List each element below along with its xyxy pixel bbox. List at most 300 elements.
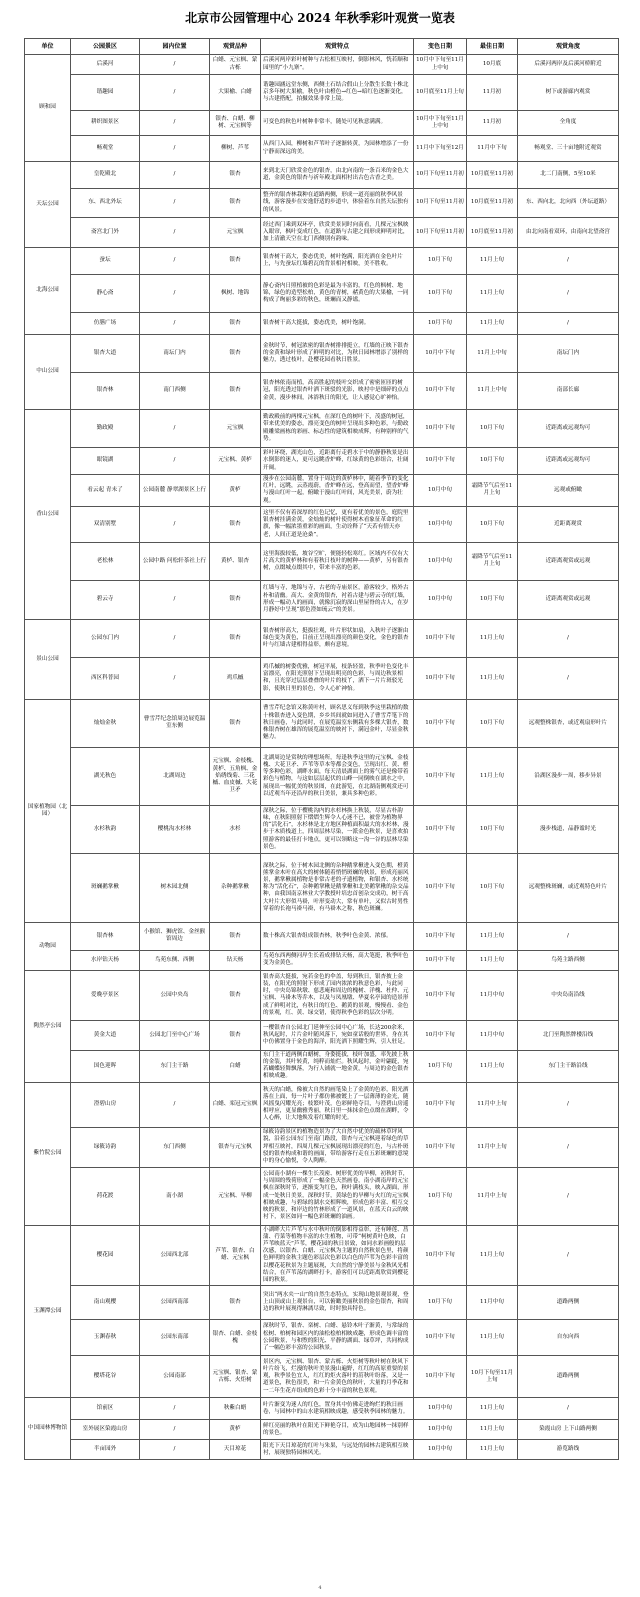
viewing-angle-cell: / <box>518 922 619 950</box>
viewing-angle-cell: 北门至陶然牌楼沿线 <box>518 1020 619 1050</box>
features-cell: 阳光下天目琼花的红叶与朱果，与远处的园林古建筑相互映衬，展现独特园林风光。 <box>261 1440 414 1460</box>
header-unit: 单位 <box>25 39 71 55</box>
area-cell: 畅观堂 <box>71 136 140 162</box>
unit-cell: 动物园 <box>25 922 71 970</box>
change-date-cell: 10月下旬 <box>414 1167 467 1225</box>
species-cell: 鸡爪槭 <box>210 657 261 699</box>
change-date-cell: 10月中旬 <box>414 475 467 507</box>
table-row <box>25 1050 619 1082</box>
species-cell: 银杏、白蜡、金枝槐 <box>210 1320 261 1356</box>
change-date-cell: 10月中下旬 <box>414 805 467 853</box>
features-cell: 这里不仅有着深厚的红色记忆，更有着优美的景色，庭院里银杏树挂满金黄，金灿灿的树叶使得树木看象征革命的红旗，像一幅浓墨重彩的画面，生动诠释了“天若有情天亦老，人间正道是沧桑”。 <box>261 506 414 542</box>
viewing-angle-cell: / <box>518 275 619 313</box>
table-row <box>25 1082 619 1127</box>
features-cell: 静心斋内日照植被的色彩是最为丰富的，红色的枫树、地锦，绿色的造型松柏，黄色的青树，赭黄色的大果榆，一同构成了绚丽多彩的秋色，斑斓而又静谧。 <box>261 275 414 313</box>
area-cell: 碧云寺 <box>71 580 140 619</box>
change-date-cell: 10月下旬至11月初 <box>414 162 467 189</box>
unit-cell: 北海公园 <box>25 248 71 335</box>
species-cell: 柳树、芦苇 <box>210 136 261 162</box>
table-row <box>25 1420 619 1440</box>
species-cell: 元宝枫、银杏、蒙古栎、火炬树 <box>210 1356 261 1398</box>
area-cell: 黄金大道 <box>71 1020 140 1050</box>
position-cell: 公园西北部 <box>140 1225 210 1286</box>
species-cell: 白蜡、元宝枫、蒙古栎 <box>210 55 261 75</box>
foliage-table <box>24 38 619 1460</box>
table-row <box>25 136 619 162</box>
features-cell: 绿筱诗韵景区的植物造景为了大自然中优美的疏林草坪风貌，沿着公园东门至南门路段，银杏与元宝枫迎着绿色的草坪相互映衬，四周几棵元宝枫展现出漂亮的红色，与古朴斑驳的银杏构成和谐的画面，带给游客行走在五彩斑斓的意境中的身心愉悦，令人陶醉。 <box>261 1127 414 1167</box>
features-cell: 银杏树干高大，姿态优美，树叶饱满，阳光洒在金色叶片上，与先蚕坛红墙碧瓦的背景相衬相映，美不胜收。 <box>261 248 414 275</box>
features-cell: 银杏林依南而植，高高胜起的枝叶交织成了密密匝匝的树冠，阳光透过银杏叶洒下斑驳的光影，映衬中是细碎的点点金黄，漫步林间，沐浴秋日的阳光，让人感觉心旷神怡。 <box>261 373 414 410</box>
header-position: 园内位置 <box>140 39 210 55</box>
species-cell: 银杏 <box>210 922 261 950</box>
best-date-cell: 10月底 <box>467 55 518 75</box>
position-cell: 南小湖 <box>140 1167 210 1225</box>
species-cell: 白蜡 <box>210 1050 261 1082</box>
best-date-cell: 10月底至11月初 <box>467 162 518 189</box>
best-date-cell: 10月下旬 <box>467 580 518 619</box>
area-cell: 玉渊春秋 <box>71 1320 140 1356</box>
best-date-cell: 11月上旬 <box>467 1398 518 1420</box>
viewing-angle-cell: 近距离或远观均可 <box>518 410 619 448</box>
position-cell: 树木园北侧 <box>140 853 210 922</box>
best-date-cell: 11月初 <box>467 111 518 136</box>
viewing-angle-cell: / <box>518 1127 619 1167</box>
viewing-angle-cell: / <box>518 313 619 335</box>
table-row <box>25 1286 619 1320</box>
features-cell: 勤政殿前的两棵元宝枫，在深红色的树叶下，茂盛的树冠，带来优美的姿态，漂亮变色的树叶呈现出多种色彩，与勤政殿雕梁画栋的彩画、标志性的建筑相映成辉，有种别样的气势。 <box>261 410 414 448</box>
species-cell: 水杉 <box>210 805 261 853</box>
species-cell: 银杏 <box>210 699 261 747</box>
features-cell: 曹雪芹纪念馆又称黄叶村，顾名思义每到秋季这里栽植的数十株银杏进入变色期，乡乡其间就如同进入了曹雪芹笔下的秋日画卷，与此同时，在展览温室东侧栽有多棵大银杏，数株银杏树在雄浑的展览温室的映衬下，满冠金叶，尽显金秋魅力。 <box>261 699 414 747</box>
change-date-cell: 10月中下旬 <box>414 1356 467 1398</box>
position-cell: / <box>140 248 210 275</box>
best-date-cell: 11月上旬 <box>467 275 518 313</box>
features-cell: 整齐的银杏林栽种在道路两侧，形成一道亮丽的秋季风景线，游客漫步在安逸舒适的步道中，体验着东自然天坛独有的风景。 <box>261 189 414 218</box>
species-cell: 银杏 <box>210 619 261 657</box>
species-cell: 黄栌、银杏 <box>210 542 261 580</box>
table-row <box>25 218 619 248</box>
position-cell: 曹雪芹纪念馆周边展览温室东侧 <box>140 699 210 747</box>
position-cell: / <box>140 1420 210 1440</box>
area-cell: 仿膳广场 <box>71 313 140 335</box>
viewing-angle-cell: 东门主干路沿线 <box>518 1050 619 1082</box>
change-date-cell: 10月中下旬 <box>414 699 467 747</box>
best-date-cell: 11月中上旬 <box>467 1167 518 1225</box>
change-date-cell: 10月下旬 <box>414 313 467 335</box>
features-cell: 金秋时节，树冠浓密的银杏树排排挺立，红墙的正映下银杏的金黄和绿叶形成了鲜明的对比，为秋日园林增添了别样的魅力，透过枝叶，赴樱花园看秋日胜景。 <box>261 335 414 373</box>
species-cell: 天目琼花 <box>210 1440 261 1460</box>
change-date-cell: 10月中下旬 <box>414 747 467 805</box>
table-row <box>25 75 619 111</box>
position-cell: / <box>140 580 210 619</box>
viewing-angle-cell: 近距离观赏 <box>518 506 619 542</box>
species-cell: 元宝枫、金枝槐、黄栌、五角枫、金焰绣线菊、三花槭、血皮槭、大花卫矛 <box>210 747 261 805</box>
change-date-cell: 10月底至11月上旬 <box>414 75 467 111</box>
change-date-cell: 10月下旬 <box>414 275 467 313</box>
area-cell: 皇乾殿北 <box>71 162 140 189</box>
viewing-angle-cell: 道路两侧 <box>518 1286 619 1320</box>
position-cell: 公园北门至中心广场 <box>140 1020 210 1050</box>
viewing-angle-cell: 近距离或远观均可 <box>518 448 619 475</box>
features-cell: 谐趣园涵远堂东侧，西侧土石结合假山上分散生长数十株北京多年树大果榆，秋色叶由橙色→红色→暗红色逐渐变化，与古建搭配，拍摄效果非常上镜。 <box>261 75 414 111</box>
position-cell: / <box>140 55 210 75</box>
area-cell: 看云起 青未了 <box>71 475 140 507</box>
change-date-cell: 10月中下旬 <box>414 1020 467 1050</box>
species-cell: 银杏 <box>210 162 261 189</box>
viewing-angle-cell: / <box>518 619 619 657</box>
features-cell: 深秋时节，银杏、栾树、白蜡、悬铃木叶子渐黄，与常绿的松树、柏树和园区内的油松桧柏相映成趣，形成色调丰富的公园秋景，与和煦的阳光、平静的湖面、绿草坪，共同构成了一幅色彩丰富的公园秋景。 <box>261 1320 414 1356</box>
species-cell: 枫树、地锦 <box>210 275 261 313</box>
change-date-cell: 10月中下旬 <box>414 853 467 922</box>
viewing-angle-cell: 近距离观赏或远观 <box>518 542 619 580</box>
unit-cell: 紫竹院公园 <box>25 1082 71 1225</box>
position-cell: 南门西侧 <box>140 373 210 410</box>
change-date-cell: 10月下旬 <box>414 1050 467 1082</box>
features-cell: 鲜红亮丽的秋叶在阳光下鲜艳夺目，成为山地园林一抹别样的景色。 <box>261 1420 414 1440</box>
document-title: 北京市公园管理中心 2024 年秋季彩叶观赏一览表 <box>185 11 455 25</box>
features-cell: 一樱银杏自公园北门延伸至公园中心广场，长达200余米，秋风起时，片片金叶随风落下，宛如童话般的世界，身在其中仿佛置身于金色的海洋，阳光洒下照耀生辉，引人驻足。 <box>261 1020 414 1050</box>
position-cell: 公园南部 <box>140 1356 210 1398</box>
header-best-date: 最佳日期 <box>467 39 518 55</box>
viewing-angle-cell: 沿湖区漫步一周，移步异景 <box>518 747 619 805</box>
table-row <box>25 448 619 475</box>
features-cell: 银杏树干高大挺拔，姿态优美，树叶饱满。 <box>261 313 414 335</box>
area-cell: 樱花园 <box>71 1225 140 1286</box>
area-cell: 眼镜湖 <box>71 448 140 475</box>
best-date-cell: 霜降节气后至11月上旬 <box>467 475 518 507</box>
change-date-cell: 10月中下旬 <box>414 950 467 970</box>
area-cell: 谐趣园 <box>71 75 140 111</box>
features-cell: 小湖畔大片芦苇与水中秋叶的倒影相得益彰，还有睡莲、菖蒲、荇菜等植物丰富的水生植物，可带“柯树黄叶色映，白芦苇映蓝天”芦苇，樱花园的秋日景致，如同水彩画般的层次感，以银杏、白蜡、元宝枫为主题的自然秋景色里，将颜色鲜明的金秋主题色彩层次色彩以白色的芦苇为色彩丰富的以樱花花秋景为主题展现，大自然的宁静美景与金秋风光相结合，在芦苇荡的湖畔打卡，游客们可以近距离欣赏到樱花园的秋景。 <box>261 1225 414 1286</box>
best-date-cell: 11月上旬 <box>467 619 518 657</box>
header-change-date: 变色日期 <box>414 39 467 55</box>
header-area: 公园景区 <box>71 39 140 55</box>
page-number: 4 <box>318 1585 322 1591</box>
area-cell: 老松林 <box>71 542 140 580</box>
species-cell: 大果榆、白蜡 <box>210 75 261 111</box>
position-cell: 公园东南部 <box>140 1320 210 1356</box>
area-cell: 爱晚亭景区 <box>71 970 140 1020</box>
area-cell: 樱塔花谷 <box>71 1356 140 1398</box>
table-row <box>25 313 619 335</box>
change-date-cell: 10月中旬 <box>414 1420 467 1440</box>
area-cell: 西区科普园 <box>71 657 140 699</box>
change-date-cell: 10月中下旬 <box>414 922 467 950</box>
best-date-cell: 11月中上旬 <box>467 1082 518 1127</box>
area-cell: 室外展区染霞山房 <box>71 1420 140 1440</box>
features-cell: 银杏树形高大，挺拔壮观，叶片形状如扇，入秋叶子逐渐由绿色变为黄色，目前正呈现出漂亮的颜色变化，金色的银杏叶与红墙古建相得益彰，颇有意境。 <box>261 619 414 657</box>
viewing-angle-cell: / <box>518 1082 619 1127</box>
features-cell: 叶片渐变为迷人的红色，置身其中仿佛走进绚烂的秋日画卷，与园林中的山水建筑相映成趣，感受秋季园林的魅力。 <box>261 1398 414 1420</box>
area-cell: 双清别墅 <box>71 506 140 542</box>
position-cell: / <box>140 448 210 475</box>
best-date-cell: 11月上中旬 <box>467 373 518 410</box>
area-cell: 公园东门内 <box>71 619 140 657</box>
table-row <box>25 335 619 373</box>
change-date-cell: 10月中下旬 <box>414 335 467 373</box>
area-cell: 绿筱诗韵 <box>71 1127 140 1167</box>
change-date-cell: 10月中下旬 <box>414 1127 467 1167</box>
best-date-cell: 10月下旬 <box>467 853 518 922</box>
best-date-cell: 11月中旬 <box>467 1020 518 1050</box>
position-cell: / <box>140 313 210 335</box>
table-body <box>25 55 619 1460</box>
species-cell: 银杏 <box>210 313 261 335</box>
best-date-cell: 11月上旬 <box>467 248 518 275</box>
unit-cell: 天坛公园 <box>25 162 71 248</box>
table-row <box>25 506 619 542</box>
area-cell: 银杏大道 <box>71 335 140 373</box>
species-cell: 芦苇、银杏、白蜡、元宝枫 <box>210 1225 261 1286</box>
best-date-cell: 11月初 <box>467 75 518 111</box>
species-cell: 银杏 <box>210 1020 261 1050</box>
table-row <box>25 657 619 699</box>
viewing-angle-cell: 南坛门内 <box>518 335 619 373</box>
table-row <box>25 162 619 189</box>
species-cell: 银杏 <box>210 335 261 373</box>
change-date-cell: 10月中下旬 <box>414 657 467 699</box>
features-cell: 深秋之际，位于树木园北侧的杂种鹅掌楸进入变色期，橙黄熊掌金木叶在高大的树体随着悄悄斑斓的秋景，形成亮丽风景，鹅掌楸属植物是非常古老的孑遗植物，和银杏、水杉统称为“活化石”，杂种鹅掌楸是鹅掌楸和北美鹅掌楸的杂交品种，由我国南京林业大学教授叶培忠首创杂交成功，树干高大叶片大形似马褂，叶形变动大，常有单叶，又似古时男性穿着的长袍马褂马褂，有马褂木之称，秋色斑斓。 <box>261 853 414 922</box>
best-date-cell: 11月上旬 <box>467 922 518 950</box>
best-date-cell: 11月上旬 <box>467 1225 518 1286</box>
species-cell: 银杏 <box>210 248 261 275</box>
best-date-cell: 11月上旬 <box>467 747 518 805</box>
viewing-angle-cell: 远观整株银杏，或近观扇形叶片 <box>518 699 619 747</box>
change-date-cell: 10月下旬至11月初 <box>414 218 467 248</box>
best-date-cell: 10月下旬 <box>467 448 518 475</box>
area-cell: 东、西北外坛 <box>71 189 140 218</box>
position-cell: / <box>140 410 210 448</box>
change-date-cell: 10月中下旬至11月上中旬 <box>414 111 467 136</box>
unit-cell: 国家植物园（北园） <box>25 699 71 922</box>
features-cell: 彩叶环绕，湖光山色，近距离行走碧水于中的静静秋景是出水倒影的迷人，更可远眺香炉峰，红绿黄的色彩组合，壮阔开阔。 <box>261 448 414 475</box>
best-date-cell: 霜降节气后至11月上旬 <box>467 542 518 580</box>
table-row <box>25 619 619 657</box>
viewing-angle-cell: 道路两侧 <box>518 1356 619 1398</box>
position-cell: / <box>140 506 210 542</box>
change-date-cell: 10月下旬 <box>414 248 467 275</box>
unit-cell: 香山公园 <box>25 410 71 620</box>
table-row <box>25 1320 619 1356</box>
features-cell: 公园南小湖有一棵生长茂密、树形优美的旱柳，初秋时节，与周围的残荷形成了一幅金色天然画卷，南小湖南岸的元宝枫在深秋时节，逐渐变为红色，秋叶满枝头，映入湖面，形成一处秋日美景，深秋时节，黄绿色的旱柳与火红的元宝枫相映成趣，与碧绿的湖水交相辉映，形成色彩丰富、相互交映的秋景，和岸边的竹林形成了一道风景，在蓝天白云的映衬下，景区如同一幅色彩斑斓的油画。 <box>261 1167 414 1225</box>
area-cell: 后溪河 <box>71 55 140 75</box>
viewing-angle-cell: 全角度 <box>518 111 619 136</box>
viewing-angle-cell: 树下或游廊内观赏 <box>518 75 619 111</box>
table-row <box>25 747 619 805</box>
table-header-row <box>25 39 619 55</box>
unit-cell: 中国园林博物馆 <box>25 1398 71 1460</box>
best-date-cell: 11月中旬 <box>467 1286 518 1320</box>
species-cell: 银杏 <box>210 373 261 410</box>
features-cell: 银杏高大挺拔，宛若金色的伞盖，每到秋日，银杏披上金装，在阳光的照射下形成了园内浓浓的秋意色彩，与此同时，中央岛锦秋墩、慈悲庵和周边的槐树、洋槐、杜仲、元宝枫、马褂木等乔木，以及与凤凰墩、华夏名亭园的造景形成了鲜明对比，有秋日的红色、鹅黄的景观，慢慢看、金色的景观，红、黄、绿交错，使得秋季色彩的层次分明。 <box>261 970 414 1020</box>
viewing-angle-cell: 由北向南看双环，由南向北望斋宫 <box>518 218 619 248</box>
features-cell: 东门主干道两侧白蜡树，身姿挺拔，枝叶加盛，率先披上秋的金装，其叶转黄，纯粹而灿烂。秋风起时，金叶翩跹，宛若蝴蝶轻舞飘落，为行人铺就一地金黄，与周边的金色银杏相映成趣。 <box>261 1050 414 1082</box>
viewing-angle-cell: 染霞山房 上下山路两侧 <box>518 1420 619 1440</box>
position-cell: 公园中路 问松轩茶社上行 <box>140 542 210 580</box>
position-cell: / <box>140 111 210 136</box>
change-date-cell: 10月中下旬 <box>414 410 467 448</box>
position-cell: / <box>140 189 210 218</box>
viewing-angle-cell: 鸟苑主路西侧 <box>518 950 619 970</box>
table-row <box>25 275 619 313</box>
area-cell: 勤政殿 <box>71 410 140 448</box>
table-row <box>25 189 619 218</box>
position-cell: / <box>140 657 210 699</box>
features-cell: 这里海拔较低，坡谷空旷，便能轻松寒红。区域内不仅有大片高大的黄栌林和有着秋日枝叶的树种——黄栌，另有银杏树，点缀城点缀其中，带来丰富的色彩。 <box>261 542 414 580</box>
species-cell: 银杏与元宝枫 <box>210 1127 261 1167</box>
position-cell: 公园西南部 <box>140 1286 210 1320</box>
area-cell: 斋宫北门外 <box>71 218 140 248</box>
features-cell: 突出“两水夹一山”的自然生态特点，实现山地景观景观，登上山顶或山上观景台，可以俯瞰美丽秋景的金色银杏，和周边的秋叶展现得淋漓尽致，时时独具特色。 <box>261 1286 414 1320</box>
position-cell: / <box>140 1082 210 1127</box>
table-row <box>25 922 619 950</box>
table-row <box>25 1398 619 1420</box>
species-cell: 银杏、白蜡、柳树、元宝枫等 <box>210 111 261 136</box>
species-cell: 黄栌 <box>210 1420 261 1440</box>
change-date-cell: 10月中旬 <box>414 542 467 580</box>
area-cell: 湖光秋色 <box>71 747 140 805</box>
best-date-cell: 11月中旬 <box>467 970 518 1020</box>
table-row <box>25 1356 619 1398</box>
viewing-angle-cell: / <box>518 248 619 275</box>
change-date-cell: 10月中下旬 <box>414 448 467 475</box>
best-date-cell: 11月上旬 <box>467 950 518 970</box>
best-date-cell: 10月底至11月初 <box>467 218 518 248</box>
area-cell: 银杏林 <box>71 373 140 410</box>
area-cell: 半亩园外 <box>71 1440 140 1460</box>
change-date-cell: 10月中下旬 <box>414 1225 467 1286</box>
features-cell: 来到北天门欣赏金色的银杏，由北向南的一条百米的金色大道，金黄色的银杏与祈年殿北面相衬出古色古香之美。 <box>261 162 414 189</box>
area-cell: 银杏林 <box>71 922 140 950</box>
best-date-cell: 10月下旬 <box>467 410 518 448</box>
position-cell: / <box>140 162 210 189</box>
area-cell: 静心斋 <box>71 275 140 313</box>
unit-cell: 玉渊潭公园 <box>25 1225 71 1398</box>
features-cell: 从西门入园，柳树和芦苇叶子逐渐转黄，为园林增添了一份宁静而深远的美。 <box>261 136 414 162</box>
species-cell: 黄栌 <box>210 475 261 507</box>
change-date-cell: 10月中下旬 <box>414 373 467 410</box>
best-date-cell: 10月下旬 <box>467 805 518 853</box>
table-row <box>25 111 619 136</box>
position-cell: 南坛门内 <box>140 335 210 373</box>
viewing-angle-cell: 后溪河两岸及后溪河桥附近 <box>518 55 619 75</box>
viewing-angle-cell: / <box>518 1398 619 1420</box>
species-cell: 元宝枫、黄栌 <box>210 448 261 475</box>
area-cell: 荷花渡 <box>71 1167 140 1225</box>
table-row <box>25 1167 619 1225</box>
features-cell: 北湖周边是赏秋的理想场所，每逢秋季这里的元宝枫、金枝槐、大花卫矛、芦苇等草本等都会变色，呈现出红、黄、橙等多种色彩，湖畔水面，每天清晨湖面上的雾气还是像带着彩色与植物，与这如层层起伏的山峰一同倒映在湖水之中，展现出一幅优美的秋景图，在此游览，在北湖南侧观赏还可以近观当年还沿岸的秋日美景，兼具多种色彩。 <box>261 747 414 805</box>
viewing-angle-cell: 近距离观赏或远观 <box>518 580 619 619</box>
table-row <box>25 699 619 747</box>
position-cell: / <box>140 275 210 313</box>
table-row <box>25 248 619 275</box>
features-cell: 秋天的白蜡，像被大自然的画笔染上了金黄的色彩，阳光洒落在上面，每一片叶子都仿佛被镀上了一层薄薄的金光，随风摇曳闪耀光亮；枝繁叶茂，色彩鲜艳夺目，与澄碧山房遥相呼应，更显幽雅秀丽，秋日里一抹抹金色点缀在湖畔，令人心醉，让大地焕发着红耀的时光。 <box>261 1082 414 1127</box>
features-cell: 后溪河两岸彩叶树种与古松相互映衬，倒影林风，恍若顺和园里的“小九寨”。 <box>261 55 414 75</box>
header-species: 观赏品种 <box>210 39 261 55</box>
best-date-cell: 11月中上旬 <box>467 1127 518 1167</box>
best-date-cell: 11月中下旬 <box>467 136 518 162</box>
change-date-cell: 10月下旬 <box>414 1286 467 1320</box>
table-row <box>25 1127 619 1167</box>
table-row <box>25 1225 619 1286</box>
viewing-angle-cell: 畅观堂、三十亩地附近观赏 <box>518 136 619 162</box>
species-cell: 银杏 <box>210 1286 261 1320</box>
table-row <box>25 580 619 619</box>
position-cell: 东门西侧 <box>140 1127 210 1167</box>
change-date-cell: 10月中旬 <box>414 1398 467 1420</box>
species-cell: 秋紫白蜡 <box>210 1398 261 1420</box>
viewing-angle-cell: / <box>518 657 619 699</box>
table-row <box>25 410 619 448</box>
area-cell: 澄碧山房 <box>71 1082 140 1127</box>
best-date-cell: 11月上旬 <box>467 313 518 335</box>
area-cell: 水岸钻天杨 <box>71 950 140 970</box>
unit-cell: 顾和园 <box>25 55 71 162</box>
change-date-cell: 10月中旬 <box>414 1440 467 1460</box>
viewing-angle-cell: 远观或俯瞰 <box>518 475 619 507</box>
viewing-angle-cell: 南部长廊 <box>518 373 619 410</box>
position-cell: 公园中央岛 <box>140 970 210 1020</box>
best-date-cell: 10月下旬至11月上旬 <box>467 1356 518 1398</box>
species-cell: 白蜡、栾冠元宝枫 <box>210 1082 261 1127</box>
viewing-angle-cell: / <box>518 1225 619 1286</box>
features-cell: 鸟苑东西两侧河岸生长着成排钻天杨，高大笔挺，秋季叶色变为金黄色。 <box>261 950 414 970</box>
unit-cell: 景山公园 <box>25 619 71 699</box>
viewing-angle-cell: 游览路线 <box>518 1440 619 1460</box>
change-date-cell: 10月中下旬 <box>414 619 467 657</box>
table-row <box>25 805 619 853</box>
species-cell: 银杏 <box>210 189 261 218</box>
area-cell: 耕织图景区 <box>71 111 140 136</box>
species-cell: 元宝枫 <box>210 410 261 448</box>
table-row <box>25 1440 619 1460</box>
position-cell: 小猴馆、狮虎馆、金丝猴馆周边 <box>140 922 210 950</box>
area-cell: 国色迎晖 <box>71 1050 140 1082</box>
unit-cell: 陶然亭公园 <box>25 970 71 1082</box>
change-date-cell: 10月中下旬 <box>414 970 467 1020</box>
species-cell: 银杏 <box>210 506 261 542</box>
position-cell: 北湖周边 <box>140 747 210 805</box>
best-date-cell: 11月上旬 <box>467 1050 518 1082</box>
best-date-cell: 11月上中旬 <box>467 335 518 373</box>
viewing-angle-cell: 北二门南侧，5至10米 <box>518 162 619 189</box>
table-row <box>25 970 619 1020</box>
features-cell: 漫步在公园南麓，置身于周边的黄栌林中，随着季节的变化红叶，远眺，云蒸霞蔚，香炉峰在远，登高而望，望香炉峰与漫山红叶一起，俯瞰于漫山红叶间，风光美景，蔚为壮观。 <box>261 475 414 507</box>
viewing-angle-cell: / <box>518 1167 619 1225</box>
area-cell: 灿灿金秋 <box>71 699 140 747</box>
change-date-cell: 10月中下旬至11月上中旬 <box>414 55 467 75</box>
best-date-cell: 10月下旬 <box>467 506 518 542</box>
position-cell: / <box>140 619 210 657</box>
position-cell: 鸟苑东侧、西侧 <box>140 950 210 970</box>
species-cell: 杂种鹅掌楸 <box>210 853 261 922</box>
unit-cell: 中山公园 <box>25 335 71 410</box>
species-cell: 元宝枫、旱柳 <box>210 1167 261 1225</box>
position-cell: 樱桃沟水杉林 <box>140 805 210 853</box>
viewing-angle-cell: 自东向西 <box>518 1320 619 1356</box>
position-cell: / <box>140 218 210 248</box>
table-row <box>25 950 619 970</box>
change-date-cell: 10月下旬至11月初 <box>414 189 467 218</box>
table-row <box>25 475 619 507</box>
table-row <box>25 1020 619 1050</box>
table-row <box>25 373 619 410</box>
table-row <box>25 853 619 922</box>
area-cell: 斑斓鹅掌楸 <box>71 853 140 922</box>
features-cell: 数十株高大银杏组成银杏林，秋季叶色金黄、浓郁。 <box>261 922 414 950</box>
features-cell: 深秋之际，位于樱桃沟内的水杉林换上秋装，尽显古朴韵味，在秋阳照射下熠熠生辉令人心迷不已，被誉为植物界的“活化石”，水杉林是北方地区种植面积最大的水杉林，漫步于木质栈道上，四周层林尽染，一派金色秋景，是喜欢拍照游客的最佳打卡地点，更可以领略这一沟一谷的层林尽染景色。 <box>261 805 414 853</box>
position-cell: / <box>140 136 210 162</box>
